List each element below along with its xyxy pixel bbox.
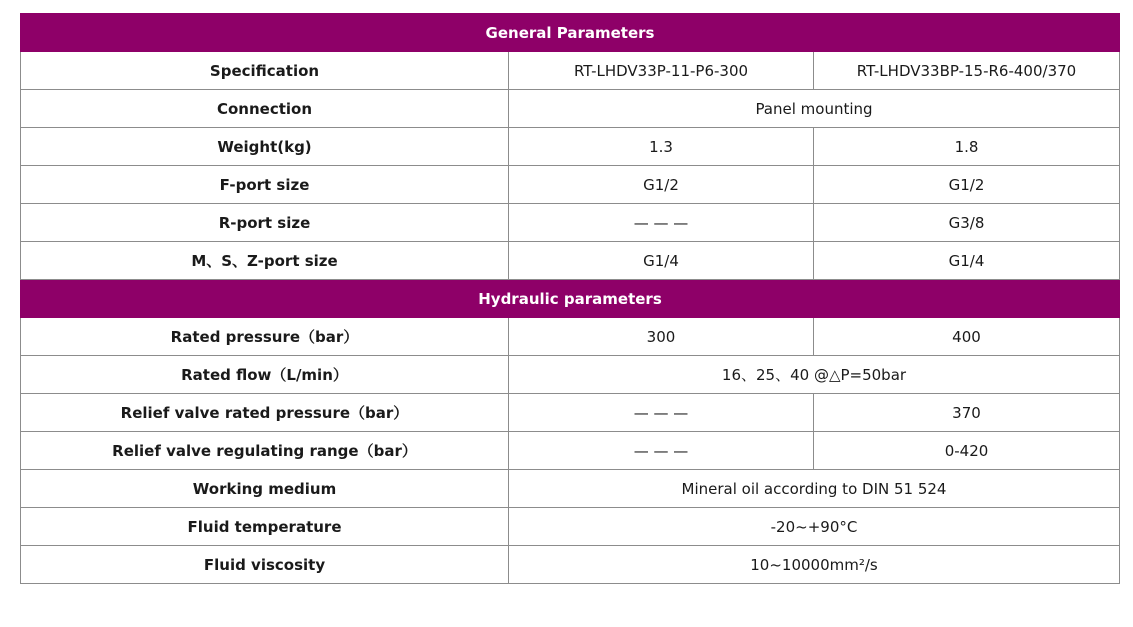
cell-relief-range-model-2: 0-420 (814, 432, 1120, 470)
cell-fluid-viscosity-value: 10~10000mm²/s (509, 546, 1120, 584)
cell-rated-pressure-model-2: 400 (814, 318, 1120, 356)
cell-msz-port-model-2: G1/4 (814, 242, 1120, 280)
cell-fluid-temperature-value: -20~+90°C (509, 508, 1120, 546)
row-label-rated-pressure: Rated pressure（bar） (21, 318, 509, 356)
row-label-weight: Weight(kg) (21, 128, 509, 166)
section-general-header (21, 14, 1120, 52)
row-label-fluid-temperature: Fluid temperature (21, 508, 509, 546)
section-title-hydraulic: Hydraulic parameters (21, 280, 1120, 318)
parameters-table (20, 13, 1120, 584)
row-label-relief-rated-pressure: Relief valve rated pressure（bar） (21, 394, 509, 432)
cell-relief-range-model-1: — — — (509, 432, 814, 470)
table-row-fluid-viscosity (21, 546, 1120, 584)
cell-working-medium-value: Mineral oil according to DIN 51 524 (509, 470, 1120, 508)
cell-msz-port-model-1: G1/4 (509, 242, 814, 280)
row-label-working-medium: Working medium (21, 470, 509, 508)
table-row-weight (21, 128, 1120, 166)
section-title-general: General Parameters (21, 14, 1120, 52)
cell-weight-model-2: 1.8 (814, 128, 1120, 166)
cell-f-port-model-2: G1/2 (814, 166, 1120, 204)
cell-relief-rated-pressure-model-2: 370 (814, 394, 1120, 432)
row-label-msz-port: M、S、Z-port size (21, 242, 509, 280)
table-row-rated-pressure (21, 318, 1120, 356)
cell-weight-model-1: 1.3 (509, 128, 814, 166)
table-row-connection (21, 90, 1120, 128)
cell-connection-value: Panel mounting (509, 90, 1120, 128)
cell-specification-model-2: RT-LHDV33BP-15-R6-400/370 (814, 52, 1120, 90)
row-label-connection: Connection (21, 90, 509, 128)
row-label-rated-flow: Rated flow（L/min） (21, 356, 509, 394)
table-row-rated-flow (21, 356, 1120, 394)
table-row-working-medium (21, 470, 1120, 508)
row-label-f-port: F-port size (21, 166, 509, 204)
table-row-fluid-temperature (21, 508, 1120, 546)
cell-r-port-model-2: G3/8 (814, 204, 1120, 242)
section-hydraulic-header (21, 280, 1120, 318)
table-row-specification (21, 52, 1120, 90)
cell-specification-model-1: RT-LHDV33P-11-P6-300 (509, 52, 814, 90)
table-row-msz-port (21, 242, 1120, 280)
row-label-specification: Specification (21, 52, 509, 90)
table-row-relief-rated-pressure (21, 394, 1120, 432)
cell-f-port-model-1: G1/2 (509, 166, 814, 204)
cell-r-port-model-1: — — — (509, 204, 814, 242)
table-row-relief-range (21, 432, 1120, 470)
row-label-relief-range: Relief valve regulating range（bar） (21, 432, 509, 470)
row-label-fluid-viscosity: Fluid viscosity (21, 546, 509, 584)
row-label-r-port: R-port size (21, 204, 509, 242)
table-row-f-port (21, 166, 1120, 204)
cell-rated-pressure-model-1: 300 (509, 318, 814, 356)
cell-rated-flow-value: 16、25、40 @△P=50bar (509, 356, 1120, 394)
cell-relief-rated-pressure-model-1: — — — (509, 394, 814, 432)
table-row-r-port (21, 204, 1120, 242)
